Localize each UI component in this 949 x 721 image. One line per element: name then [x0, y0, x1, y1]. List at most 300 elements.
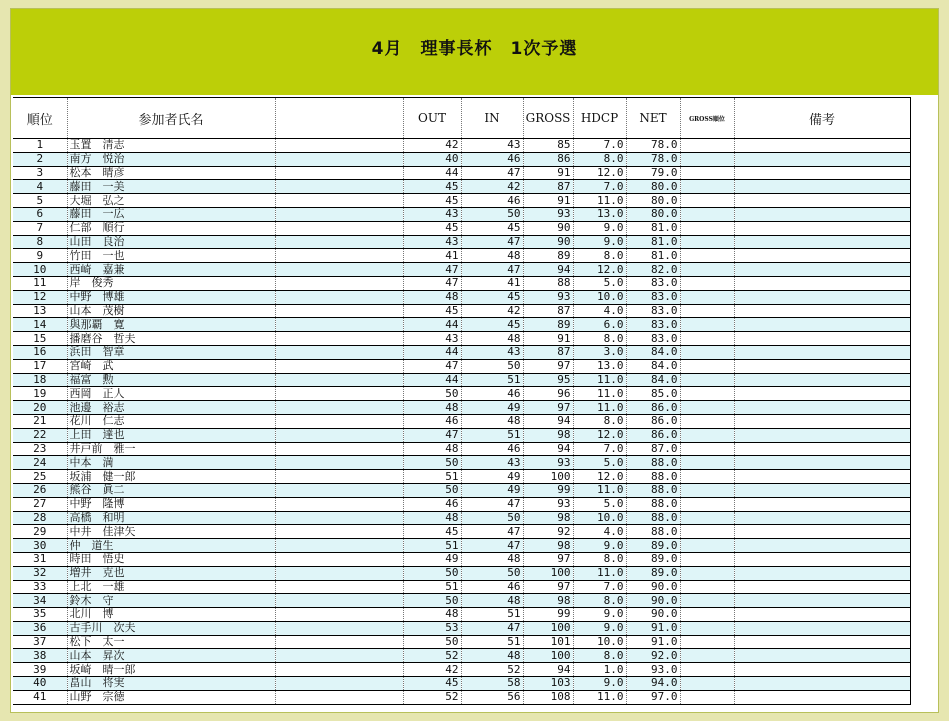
out-cell: 51 — [403, 539, 461, 553]
name-spacer-cell — [275, 539, 403, 553]
net-cell: 88.0 — [626, 525, 680, 539]
out-cell: 47 — [403, 359, 461, 373]
out-cell: 45 — [403, 180, 461, 194]
net-cell: 80.0 — [626, 207, 680, 221]
gross-rank-cell — [680, 414, 734, 428]
out-cell: 50 — [403, 594, 461, 608]
hdcp-cell: 11.0 — [573, 483, 626, 497]
hdcp-cell: 8.0 — [573, 414, 626, 428]
name-cell: 花川 仁志 — [67, 414, 275, 428]
gross-cell: 103 — [523, 677, 573, 691]
name-cell: 山野 宗徳 — [67, 690, 275, 704]
out-cell: 43 — [403, 207, 461, 221]
in-cell: 48 — [461, 249, 523, 263]
net-cell: 82.0 — [626, 263, 680, 277]
hdcp-cell: 11.0 — [573, 373, 626, 387]
out-cell: 47 — [403, 276, 461, 290]
name-spacer-cell — [275, 304, 403, 318]
name-spacer-cell — [275, 580, 403, 594]
title-bar — [11, 9, 938, 95]
rank-cell: 26 — [13, 483, 67, 497]
table-row — [13, 345, 910, 359]
gross-cell: 108 — [523, 690, 573, 704]
gross-rank-cell — [680, 345, 734, 359]
out-cell: 50 — [403, 483, 461, 497]
hdcp-cell: 4.0 — [573, 525, 626, 539]
rank-cell: 31 — [13, 552, 67, 566]
name-spacer-cell — [275, 608, 403, 622]
gross-rank-cell — [680, 483, 734, 497]
in-cell: 50 — [461, 359, 523, 373]
in-cell: 42 — [461, 304, 523, 318]
rank-cell: 23 — [13, 442, 67, 456]
gross-rank-cell — [680, 608, 734, 622]
table-row — [13, 263, 910, 277]
rank-cell: 24 — [13, 456, 67, 470]
col-gross-rank-header: GROSS順位 — [680, 98, 734, 139]
name-spacer-cell — [275, 290, 403, 304]
gross-rank-cell — [680, 207, 734, 221]
rank-cell: 7 — [13, 221, 67, 235]
gross-cell: 94 — [523, 663, 573, 677]
hdcp-cell: 11.0 — [573, 566, 626, 580]
name-cell: 大堀 弘之 — [67, 194, 275, 208]
in-cell: 48 — [461, 594, 523, 608]
out-cell: 48 — [403, 608, 461, 622]
out-cell: 45 — [403, 304, 461, 318]
gross-rank-cell — [680, 511, 734, 525]
out-cell: 42 — [403, 663, 461, 677]
remarks-cell — [734, 290, 910, 304]
name-cell: 藤田 一広 — [67, 207, 275, 221]
name-spacer-cell — [275, 401, 403, 415]
name-cell: 中野 博雄 — [67, 290, 275, 304]
out-cell: 41 — [403, 249, 461, 263]
name-spacer-cell — [275, 263, 403, 277]
gross-rank-cell — [680, 263, 734, 277]
gross-cell: 97 — [523, 359, 573, 373]
net-cell: 84.0 — [626, 345, 680, 359]
gross-rank-cell — [680, 318, 734, 332]
gross-rank-cell — [680, 221, 734, 235]
net-cell: 81.0 — [626, 235, 680, 249]
rank-cell: 39 — [13, 663, 67, 677]
in-cell: 52 — [461, 663, 523, 677]
hdcp-cell: 11.0 — [573, 194, 626, 208]
remarks-cell — [734, 249, 910, 263]
net-cell: 84.0 — [626, 359, 680, 373]
net-cell: 87.0 — [626, 442, 680, 456]
gross-cell: 98 — [523, 428, 573, 442]
rank-cell: 1 — [13, 139, 67, 153]
name-spacer-cell — [275, 483, 403, 497]
name-cell: 上北 一雄 — [67, 580, 275, 594]
col-remarks-header: 備考 — [734, 98, 910, 139]
col-rank-header: 順位 — [13, 98, 67, 139]
remarks-cell — [734, 194, 910, 208]
gross-rank-cell — [680, 580, 734, 594]
name-cell: 山本 昇次 — [67, 649, 275, 663]
gross-cell: 93 — [523, 207, 573, 221]
in-cell: 41 — [461, 276, 523, 290]
out-cell: 42 — [403, 139, 461, 153]
gross-cell: 96 — [523, 387, 573, 401]
name-cell: 松下 太一 — [67, 635, 275, 649]
in-cell: 47 — [461, 621, 523, 635]
gross-cell: 99 — [523, 483, 573, 497]
rank-cell: 41 — [13, 690, 67, 704]
rank-cell: 8 — [13, 235, 67, 249]
rank-cell: 6 — [13, 207, 67, 221]
table-row — [13, 359, 910, 373]
in-cell: 45 — [461, 290, 523, 304]
out-cell: 45 — [403, 194, 461, 208]
in-cell: 47 — [461, 539, 523, 553]
name-cell: 井戸前 雅一 — [67, 442, 275, 456]
rank-cell: 37 — [13, 635, 67, 649]
name-spacer-cell — [275, 249, 403, 263]
name-cell: 南方 悦治 — [67, 152, 275, 166]
name-cell: 宮崎 武 — [67, 359, 275, 373]
gross-rank-cell — [680, 470, 734, 484]
hdcp-cell: 3.0 — [573, 345, 626, 359]
table-row — [13, 139, 910, 153]
remarks-cell — [734, 663, 910, 677]
net-cell: 88.0 — [626, 456, 680, 470]
out-cell: 44 — [403, 345, 461, 359]
out-cell: 46 — [403, 414, 461, 428]
gross-cell: 94 — [523, 442, 573, 456]
remarks-cell — [734, 677, 910, 691]
net-cell: 78.0 — [626, 139, 680, 153]
gross-cell: 101 — [523, 635, 573, 649]
gross-cell: 93 — [523, 456, 573, 470]
name-spacer-cell — [275, 180, 403, 194]
name-cell: 岸 俊秀 — [67, 276, 275, 290]
net-cell: 88.0 — [626, 497, 680, 511]
name-spacer-cell — [275, 594, 403, 608]
table-row — [13, 690, 910, 704]
table-row — [13, 608, 910, 622]
out-cell: 43 — [403, 235, 461, 249]
hdcp-cell: 11.0 — [573, 401, 626, 415]
net-cell: 78.0 — [626, 152, 680, 166]
rank-cell: 14 — [13, 318, 67, 332]
hdcp-cell: 8.0 — [573, 594, 626, 608]
name-cell: 西崎 嘉兼 — [67, 263, 275, 277]
name-spacer-cell — [275, 470, 403, 484]
remarks-cell — [734, 359, 910, 373]
rank-cell: 16 — [13, 345, 67, 359]
gross-rank-cell — [680, 621, 734, 635]
out-cell: 49 — [403, 552, 461, 566]
rank-cell: 18 — [13, 373, 67, 387]
rank-cell: 38 — [13, 649, 67, 663]
table-row — [13, 276, 910, 290]
table-row — [13, 373, 910, 387]
rank-cell: 2 — [13, 152, 67, 166]
remarks-cell — [734, 373, 910, 387]
gross-rank-cell — [680, 677, 734, 691]
rank-cell: 11 — [13, 276, 67, 290]
table-row — [13, 677, 910, 691]
name-cell: 西岡 正人 — [67, 387, 275, 401]
table-row — [13, 580, 910, 594]
name-spacer-cell — [275, 552, 403, 566]
hdcp-cell: 5.0 — [573, 497, 626, 511]
gross-cell: 89 — [523, 249, 573, 263]
in-cell: 47 — [461, 235, 523, 249]
in-cell: 50 — [461, 566, 523, 580]
remarks-cell — [734, 414, 910, 428]
out-cell: 44 — [403, 166, 461, 180]
name-cell: 松本 晴彦 — [67, 166, 275, 180]
rank-cell: 21 — [13, 414, 67, 428]
out-cell: 44 — [403, 318, 461, 332]
header-row — [13, 98, 910, 139]
hdcp-cell: 12.0 — [573, 263, 626, 277]
remarks-cell — [734, 525, 910, 539]
remarks-cell — [734, 635, 910, 649]
col-gross-header: GROSS — [523, 98, 573, 139]
hdcp-cell: 6.0 — [573, 318, 626, 332]
gross-cell: 90 — [523, 221, 573, 235]
hdcp-cell: 7.0 — [573, 180, 626, 194]
net-cell: 79.0 — [626, 166, 680, 180]
table-row — [13, 387, 910, 401]
name-cell: 坂浦 健一郎 — [67, 470, 275, 484]
gross-rank-cell — [680, 663, 734, 677]
hdcp-cell: 9.0 — [573, 621, 626, 635]
net-cell: 83.0 — [626, 332, 680, 346]
gross-rank-cell — [680, 594, 734, 608]
remarks-cell — [734, 152, 910, 166]
hdcp-cell: 13.0 — [573, 359, 626, 373]
name-cell: 玉置 清志 — [67, 139, 275, 153]
table-row — [13, 442, 910, 456]
table-row — [13, 318, 910, 332]
net-cell: 81.0 — [626, 249, 680, 263]
out-cell: 50 — [403, 635, 461, 649]
table-row — [13, 290, 910, 304]
net-cell: 88.0 — [626, 470, 680, 484]
table-row — [13, 635, 910, 649]
net-cell: 86.0 — [626, 428, 680, 442]
out-cell: 48 — [403, 290, 461, 304]
gross-cell: 94 — [523, 414, 573, 428]
name-cell: 與那覇 寛 — [67, 318, 275, 332]
hdcp-cell: 5.0 — [573, 276, 626, 290]
name-spacer-cell — [275, 152, 403, 166]
rank-cell: 33 — [13, 580, 67, 594]
remarks-cell — [734, 166, 910, 180]
gross-cell: 93 — [523, 290, 573, 304]
table-row — [13, 649, 910, 663]
remarks-cell — [734, 263, 910, 277]
name-spacer-cell — [275, 332, 403, 346]
out-cell: 43 — [403, 332, 461, 346]
gross-rank-cell — [680, 442, 734, 456]
in-cell: 43 — [461, 139, 523, 153]
table-row — [13, 304, 910, 318]
sheet-frame — [10, 8, 939, 713]
in-cell: 47 — [461, 525, 523, 539]
gross-rank-cell — [680, 428, 734, 442]
gross-rank-cell — [680, 552, 734, 566]
hdcp-cell: 9.0 — [573, 235, 626, 249]
name-spacer-cell — [275, 635, 403, 649]
name-spacer-cell — [275, 428, 403, 442]
gross-cell: 97 — [523, 401, 573, 415]
results-table — [13, 97, 911, 705]
gross-cell: 94 — [523, 263, 573, 277]
remarks-cell — [734, 580, 910, 594]
hdcp-cell: 12.0 — [573, 166, 626, 180]
out-cell: 50 — [403, 387, 461, 401]
rank-cell: 32 — [13, 566, 67, 580]
hdcp-cell: 9.0 — [573, 539, 626, 553]
name-spacer-cell — [275, 511, 403, 525]
in-cell: 47 — [461, 166, 523, 180]
out-cell: 44 — [403, 373, 461, 387]
net-cell: 86.0 — [626, 401, 680, 415]
gross-rank-cell — [680, 456, 734, 470]
table-row — [13, 525, 910, 539]
table-row — [13, 470, 910, 484]
net-cell: 94.0 — [626, 677, 680, 691]
net-cell: 88.0 — [626, 483, 680, 497]
table-row — [13, 483, 910, 497]
gross-cell: 100 — [523, 621, 573, 635]
out-cell: 47 — [403, 428, 461, 442]
page-title: 4月 理事長杯 1次予選 — [371, 38, 578, 59]
name-spacer-cell — [275, 194, 403, 208]
name-spacer-cell — [275, 456, 403, 470]
table-row — [13, 194, 910, 208]
in-cell: 48 — [461, 552, 523, 566]
remarks-cell — [734, 456, 910, 470]
rank-cell: 28 — [13, 511, 67, 525]
net-cell: 89.0 — [626, 552, 680, 566]
in-cell: 45 — [461, 318, 523, 332]
name-spacer-cell — [275, 139, 403, 153]
table-row — [13, 180, 910, 194]
name-cell: 播磨谷 哲夫 — [67, 332, 275, 346]
net-cell: 83.0 — [626, 276, 680, 290]
net-cell: 91.0 — [626, 635, 680, 649]
net-cell: 90.0 — [626, 580, 680, 594]
net-cell: 89.0 — [626, 539, 680, 553]
name-cell: 中井 佳津矢 — [67, 525, 275, 539]
gross-cell: 88 — [523, 276, 573, 290]
out-cell: 45 — [403, 221, 461, 235]
table-row — [13, 249, 910, 263]
rank-cell: 3 — [13, 166, 67, 180]
name-spacer-cell — [275, 525, 403, 539]
rank-cell: 5 — [13, 194, 67, 208]
gross-rank-cell — [680, 525, 734, 539]
hdcp-cell: 11.0 — [573, 387, 626, 401]
name-spacer-cell — [275, 414, 403, 428]
gross-rank-cell — [680, 194, 734, 208]
hdcp-cell: 12.0 — [573, 428, 626, 442]
net-cell: 90.0 — [626, 608, 680, 622]
remarks-cell — [734, 304, 910, 318]
gross-cell: 90 — [523, 235, 573, 249]
rank-cell: 27 — [13, 497, 67, 511]
name-cell: 北川 博 — [67, 608, 275, 622]
remarks-cell — [734, 428, 910, 442]
table-row — [13, 594, 910, 608]
name-spacer-cell — [275, 442, 403, 456]
in-cell: 51 — [461, 635, 523, 649]
table-row — [13, 663, 910, 677]
remarks-cell — [734, 207, 910, 221]
hdcp-cell: 8.0 — [573, 552, 626, 566]
name-spacer-cell — [275, 166, 403, 180]
rank-cell: 9 — [13, 249, 67, 263]
gross-cell: 99 — [523, 608, 573, 622]
net-cell: 90.0 — [626, 594, 680, 608]
out-cell: 40 — [403, 152, 461, 166]
remarks-cell — [734, 470, 910, 484]
name-spacer-cell — [275, 677, 403, 691]
hdcp-cell: 13.0 — [573, 207, 626, 221]
hdcp-cell: 5.0 — [573, 456, 626, 470]
out-cell: 46 — [403, 497, 461, 511]
gross-cell: 98 — [523, 594, 573, 608]
name-cell: 高橋 和明 — [67, 511, 275, 525]
remarks-cell — [734, 621, 910, 635]
hdcp-cell: 7.0 — [573, 580, 626, 594]
name-cell: 鈴木 守 — [67, 594, 275, 608]
hdcp-cell: 8.0 — [573, 249, 626, 263]
remarks-cell — [734, 139, 910, 153]
table-row — [13, 621, 910, 635]
net-cell: 93.0 — [626, 663, 680, 677]
hdcp-cell: 9.0 — [573, 677, 626, 691]
out-cell: 48 — [403, 401, 461, 415]
name-spacer-cell — [275, 690, 403, 704]
hdcp-cell: 7.0 — [573, 442, 626, 456]
name-cell: 時田 悟史 — [67, 552, 275, 566]
net-cell: 83.0 — [626, 318, 680, 332]
name-cell: 池邊 裕志 — [67, 401, 275, 415]
name-spacer-cell — [275, 663, 403, 677]
gross-rank-cell — [680, 649, 734, 663]
name-spacer-cell — [275, 207, 403, 221]
gross-cell: 91 — [523, 166, 573, 180]
name-cell: 増井 克也 — [67, 566, 275, 580]
rank-cell: 4 — [13, 180, 67, 194]
name-spacer-cell — [275, 318, 403, 332]
col-net-header: NET — [626, 98, 680, 139]
net-cell: 91.0 — [626, 621, 680, 635]
gross-cell: 87 — [523, 180, 573, 194]
out-cell: 53 — [403, 621, 461, 635]
in-cell: 48 — [461, 332, 523, 346]
table-row — [13, 456, 910, 470]
out-cell: 51 — [403, 580, 461, 594]
name-cell: 中野 隆博 — [67, 497, 275, 511]
name-cell: 福富 勲 — [67, 373, 275, 387]
name-cell: 畠山 将実 — [67, 677, 275, 691]
table-row — [13, 428, 910, 442]
rank-cell: 15 — [13, 332, 67, 346]
remarks-cell — [734, 221, 910, 235]
hdcp-cell: 8.0 — [573, 332, 626, 346]
name-cell: 仁部 順行 — [67, 221, 275, 235]
